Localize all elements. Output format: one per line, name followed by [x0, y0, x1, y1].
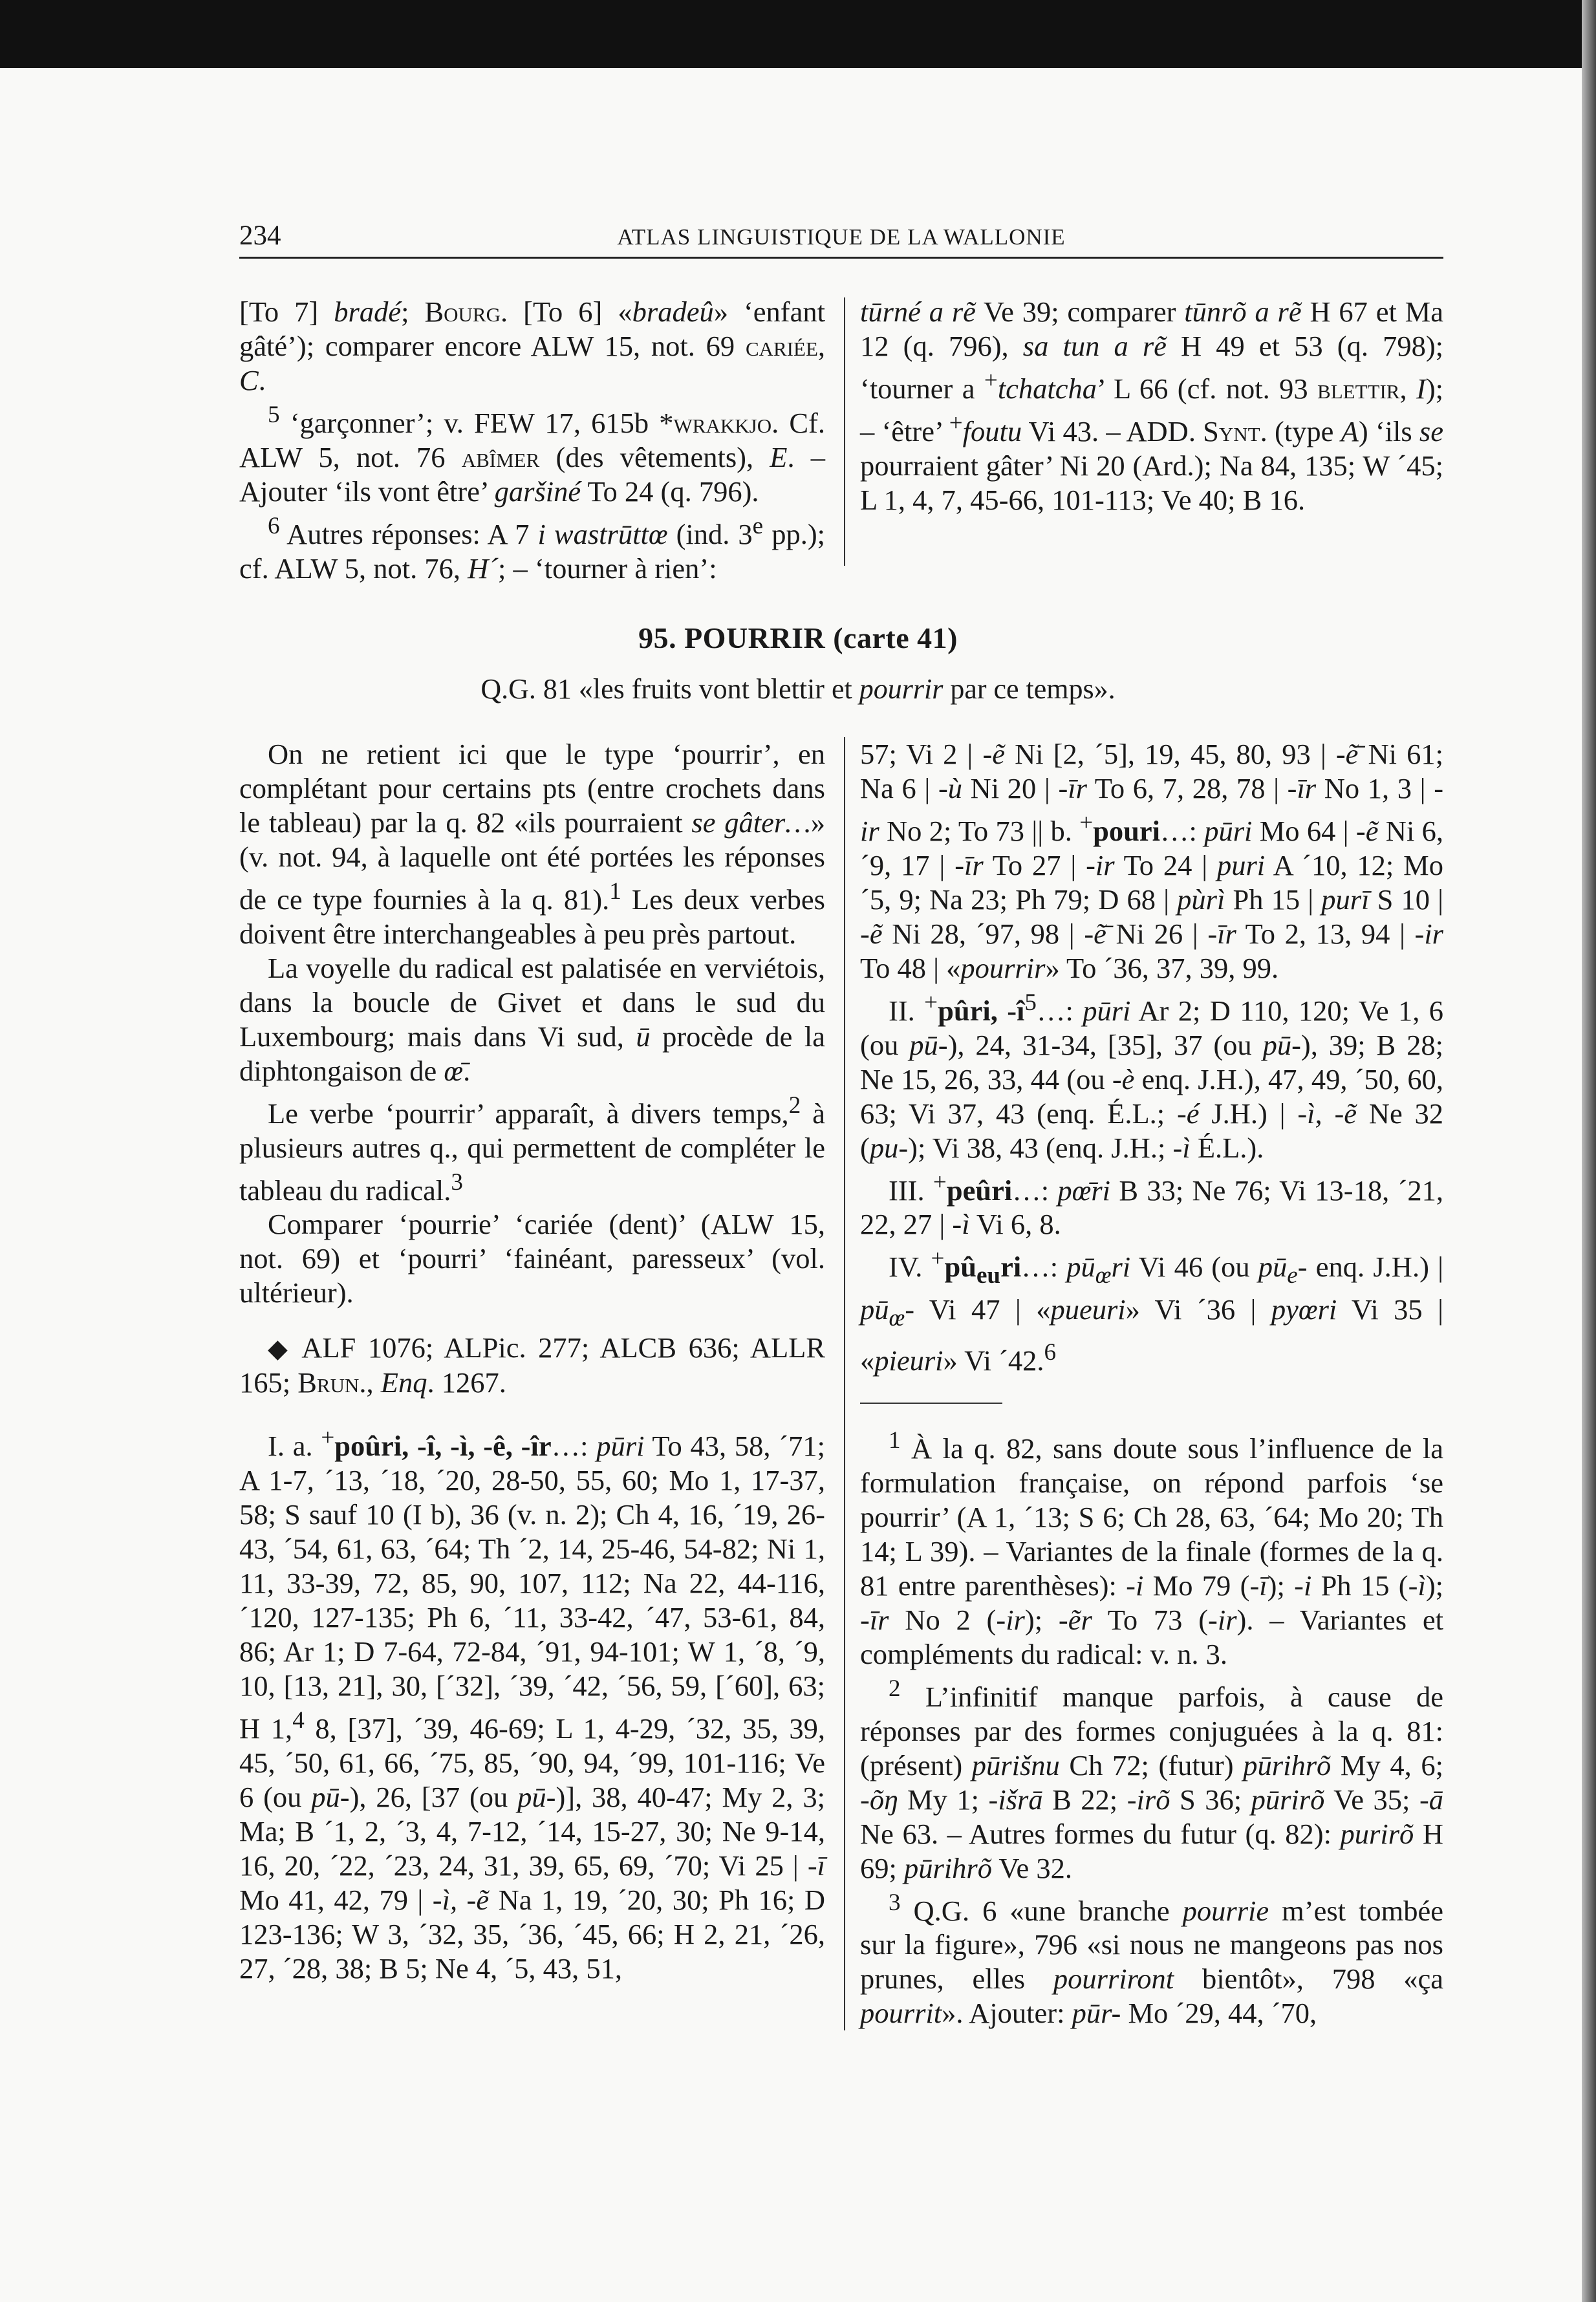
footnote-2: $^2$ L’infinitif manque parfois, à cause de réponses par des formes conjuguées à la q. 81: (présent) pūrišnu Ch 72; (futur) pūrihrõ My 4, 6; -õŋ My 1; -išrā B 22; -irõ S 36; pūrirõ Ve 35; -ā Ne 63. – Autres formes du futur (q. 82): purirõ H 69; pūrihrõ Ve 32.	[860, 1675, 1444, 1884]
footnote-3: $^3$ Q.G. 6 «une branche pourrie m’est tombée sur la figure», 796 «si nous ne mangeons pas nos prunes, elles pourriront bientôt», 798 «ça pourrit». Ajouter: pūr- Mo ´29, 44, ´70,	[860, 1889, 1443, 2030]
column-divider	[844, 737, 845, 2030]
diamond-icon: ◆	[268, 1334, 293, 1364]
page-header	[239, 217, 1443, 259]
vowel-paragraph: La voyelle du radical est palatisée en verviétois, dans la boucle de Givet et dans le sud du Luxembourg; mais dans Vi sud, ū procède de la diphtongaison de œ̄.	[239, 951, 825, 1087]
top-right-column	[860, 295, 1443, 517]
column-divider	[844, 297, 845, 566]
type-I-paragraph: I. a. +poûri, -î, -ì, -ê, -îr…: pūri To 43, 58, ´71; A 1-7, ´13, ´18, ´20, 28-50, 55, 60; Mo 1, 17-37, 58; S sauf 10 (I b), 36 (v. n. 2); Ch 4, 16, ´19, 26-43, ´54, 61, 63, ´64; Th ´2, 14, 25-46, 54-82; Ni 1, 11, 33-39, 72, 85, 90, 107, 112; Na 22, 44-116, ´120, 127-135; Ph 6, ´11, 33-42, ´47, 53-61, 84, 86; Ar 1; D 7-64, 72-84, ´91, 94-101; W 1, ´8, ´9, 10, [13, 21], 30, [´32], ´39, ´42, ´56, 59, [´60], 63; H 1,$^4$ 8, [37], ´39, 46-69; L 1, 4-29, ´32, 35, 39, 45, ´50, 61, 66, ´75, 85, ´90, 94, ´99, 101-116; Ve 6 (ou pū-), 26, [37 (ou pū-)], 38, 40-47; My 2, 3; Ma; B ´1, 2, ´3, 4, 7-12, ´14, 15-27, 30; Ne 9-14, 16, 20, ´22, ´23, 24, 31, 39, 65, 69, ´70; Vi 25 | -ī Mo 41, 42, 79 | -ì, -ẽ Na 1, 19, ´20, 30; Ph 16; D 123-136; W 3, ´32, 35, ´36, ´45, 66; H 2, 21, ´26, 27, ´28, 38; B 5; Ne 4, ´5, 43, 51,	[239, 1425, 825, 1985]
compare-paragraph: Comparer ‘pourrie’ ‘cariée (dent)’ (ALW 15, not. 69) et ‘pourri’ ‘fainéant, paresseux’ (vol. ultérieur).	[239, 1208, 825, 1309]
scanner-top-bar	[0, 0, 1596, 68]
intro-paragraph: On ne retient ici que le type ‘pourrir’, en complétant pour certains pts (entre crochets dans le tableau) par la q. 82 «ils pourraient se gâter…» (v. not. 94, à laquelle ont été portées les réponses de ce type fournies à la q. 81).$^1$ Les deux verbes doivent être interchangeables à peu près partout.	[239, 738, 825, 950]
type-III-paragraph: III. +peûri…: pœ̄ri B 33; Ne 76; Vi 13-18, ´21, 22, 27 | -ì Vi 6, 8.	[860, 1168, 1443, 1241]
body-left-column	[239, 737, 825, 1986]
verb-paragraph: Le verbe ‘pourrir’ apparaît, à divers temps,$^2$ à plusieurs autres q., qui permettent de compléter le tableau du radical.$^3$	[239, 1092, 825, 1207]
page-number: 234	[239, 221, 281, 251]
type-I-continuation: 57; Vi 2 | -ẽ Ni [2, ´5], 19, 45, 80, 93 | -ẽ̄ Ni 61; Na 6 | -ù Ni 20 | -īr To 6, 7, 28, 78 | -īr No 1, 3 | -ir No 2; To 73 || b. +pouri…: pūri Mo 64 | -ẽ Ni 6, ´9, 17 | -īr To 27 | -ir To 24 | puri A ´10, 12; Mo ´5, 9; Na 23; Ph 79; D 68 | pùrì Ph 15 | purī S 10 | -ẽ Ni 28, ´97, 98 | -ẽ̄ Ni 26 | -īr To 2, 13, 94 | -ir To 48 | «pourrir» To ´36, 37, 39, 99.	[860, 738, 1444, 984]
type-II-paragraph: II. +pûri, $-î^5\dots$: pūri Ar 2; D 110, 120; Ve 1, 6 (ou pū-), 24, 31-34, [35], 37 (ou pū-), 39; B 28; Ne 15, 26, 33, 44 (ou -è enq. J.H.), 47, 49, ´50, 60, 63; Vi 37, 43 (enq. É.L.; -é J.H.) | -ì, -ẽ Ne 32 (pu-); Vi 38, 43 (enq. J.H.; -ì É.L.).	[860, 989, 1443, 1164]
section-title: 95. POURRIR (carte 41)	[638, 621, 958, 654]
footnote-6-continuation: tūrné a rẽ Ve 39; comparer tūnrõ a rẽ H 67 et Ma 12 (q. 796), sa tun a rẽ H 49 et 53 (q. 798); ‘tourner a +tchatcha’ L 66 (cf. not. 93 blettir, I); – ‘être’ +foutu Vi 43. – ADD. Synt. (type A) ‘ils se pourraient gâter’ Ni 20 (Ard.); Na 84, 135; W ´45; L 1, 4, 7, 45-66, 101-113; Ve 40; B 16.	[860, 296, 1444, 516]
note-continuation: [To 7] bradé; Bourg. [To 6] «bradeû» ‘enfant gâté’); comparer encore ALW 15, not. 69 cariée, C.	[239, 296, 825, 396]
section-question: Q.G. 81 «les fruits vont blettir et pourrir par ce temps».	[480, 673, 1116, 705]
footnote-1: $^1$ À la q. 82, sans doute sous l’influence de la formulation française, on répond parfois ‘se pourrir’ (A 1, ´13; S 6; Ch 28, 63, ´64; Mo 20; Th 14; L 39). – Variantes de la finale (formes de la q. 81 entre parenthèses): -i Mo 79 (-ī); -i Ph 15 (-ì); -īr No 2 (-ir); -ẽr To 73 (-ir). – Variantes et compléments du radical: v. n. 3.	[860, 1426, 1444, 1670]
bibliography-paragraph: ◆ ALF 1076; ALPic. 277; ALCB 636; ALLR 165; Brun., Enq. 1267.	[239, 1331, 826, 1399]
footnote-rule	[860, 1403, 1002, 1404]
footnote-6: $^6$ Autres réponses: A 7 i wastrūttœ (ind. 3e pp.); cf. ALW 5, not. 76, H´; – ‘tourner à rien’:	[239, 512, 825, 585]
running-head: ATLAS LINGUISTIQUE DE LA WALLONIE	[617, 224, 1066, 250]
type-IV-paragraph: IV. $^+pû_{eu}ri\dots$: $pū_œri$ Vi 46 (ou $pū_e-$ enq. J.H.) | $pū_œ-$ Vi 47 | «pueuri» Vi ´36 | pyœri Vi 35 | «pieuri» Vi ´42.$^6$	[860, 1245, 1443, 1377]
scanner-right-edge	[1582, 0, 1596, 2302]
footnote-5: $^5$ ‘garçonner’; v. FEW 17, 615b *wrakkjo. Cf. ALW 5, not. 76 abîmer (des vêtements), E. – Ajouter ‘ils vont être’ garšiné To 24 (q. 796).	[239, 402, 826, 508]
body-right-column	[860, 737, 1443, 2030]
top-left-column	[239, 295, 825, 586]
